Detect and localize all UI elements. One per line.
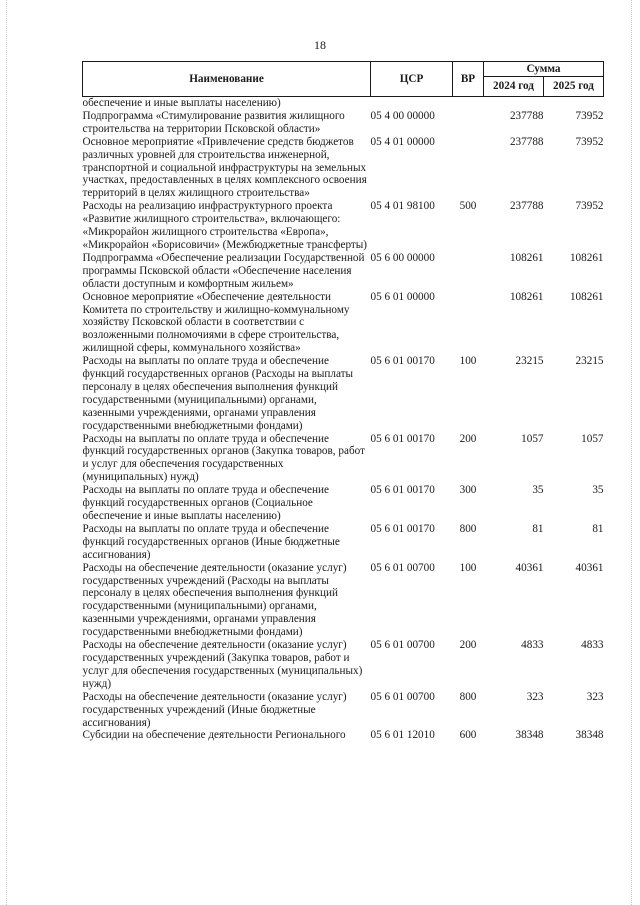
row-amount-2025: 1057	[581, 432, 604, 445]
row-amount-2024: 237788	[509, 135, 544, 148]
row-csr: 05 6 01 00170	[370, 355, 435, 368]
binding-edge-right	[631, 0, 633, 905]
table-row	[83, 639, 604, 691]
table-row	[83, 355, 604, 432]
header-name: Наименование	[83, 62, 371, 97]
table-row	[83, 691, 604, 730]
row-vr: 500	[459, 200, 477, 213]
row-vr: 100	[459, 561, 477, 574]
row-amount-2024: 4833	[521, 639, 544, 652]
row-vr: 100	[459, 355, 477, 368]
row-name: Расходы на обеспечение деятельности (оказание услуг) государственных учреждений (Иные бюджетные ассигнования)	[82, 690, 347, 729]
binding-edge-left	[6, 0, 8, 905]
table-row	[83, 110, 604, 136]
row-name: Расходы на реализацию инфраструктурного проекта «Развитие жилищного строительства», включающего: «Микрорайон жилищного строительства «Европа», «Микрорайон «Борисовичи» (Межбюджетные трансферты)	[82, 200, 368, 251]
row-csr: 05 6 01 00170	[370, 522, 435, 535]
row-csr: 05 6 00 00000	[370, 251, 435, 264]
row-amount-2024: 1057	[521, 432, 544, 445]
row-amount-2025: 108261	[569, 251, 604, 264]
row-vr	[453, 97, 484, 110]
row-csr	[371, 97, 453, 110]
row-csr: 05 6 01 00700	[370, 690, 435, 703]
row-amount-2025: 73952	[575, 109, 604, 122]
row-name: Подпрограмма «Обеспечение реализации Государственной программы Псковской области «Обеспечение населения области доступным и комфортным жильем»	[82, 251, 365, 290]
row-csr: 05 6 01 00000	[370, 290, 435, 303]
row-amount-2024: 35	[532, 484, 544, 497]
table-row	[83, 562, 604, 639]
row-name: Расходы на выплаты по оплате труда и обеспечение функций государственных органов (Иные бюджетные ассигнования)	[82, 522, 340, 561]
table-row	[83, 729, 604, 742]
row-amount-2025: 108261	[569, 290, 604, 303]
row-amount-2024: 38348	[515, 729, 544, 742]
table-row	[83, 291, 604, 356]
header-year-2024: 2024 год	[484, 77, 544, 97]
table-header	[83, 62, 604, 97]
header-csr: ЦСР	[371, 62, 453, 97]
row-vr: 800	[459, 522, 477, 535]
table-row	[83, 523, 604, 562]
row-amount-2025: 73952	[575, 135, 604, 148]
header-sum: Сумма	[484, 62, 604, 77]
row-csr: 05 4 01 98100	[370, 200, 435, 213]
row-vr: 600	[459, 729, 477, 742]
row-amount-2024: 108261	[509, 251, 544, 264]
row-csr: 05 6 01 00170	[370, 432, 435, 445]
row-name: Расходы на выплаты по оплате труда и обеспечение функций государственных органов (Расходы на выплаты персоналу в целях обеспечения выполнения функций государственными (муниципальными) органами, казенными учреждениями, органами управления государственными внебюджетными фондами)	[82, 355, 354, 432]
row-vr: 200	[459, 639, 477, 652]
row-amount-2025: 40361	[575, 561, 604, 574]
row-amount-2024: 323	[526, 690, 544, 703]
row-amount-2024: 237788	[509, 109, 544, 122]
table-body	[83, 97, 604, 743]
row-amount-2025: 23215	[575, 355, 604, 368]
table-row	[83, 136, 604, 201]
row-amount-2025: 81	[592, 522, 604, 535]
row-csr: 05 4 01 00000	[370, 135, 435, 148]
table-row	[83, 484, 604, 523]
table-row	[83, 200, 604, 252]
page-number: 18	[314, 38, 326, 52]
row-amount-2025: 38348	[575, 729, 604, 742]
row-vr	[453, 291, 484, 356]
row-csr: 05 6 01 00170	[370, 484, 435, 497]
budget-table	[82, 61, 604, 742]
row-amount-2024: 40361	[515, 561, 544, 574]
row-vr	[453, 252, 484, 291]
row-amount-2025: 73952	[575, 200, 604, 213]
header-year-2025: 2025 год	[544, 77, 604, 97]
row-amount-2025: 4833	[581, 639, 604, 652]
row-name: Расходы на выплаты по оплате труда и обеспечение функций государственных органов (Закупка товаров, работ и услуг для обеспечения государственных (муниципальных) нужд)	[82, 432, 365, 484]
row-name: Субсидии на обеспечение деятельности Регионального	[82, 729, 346, 742]
row-name: Расходы на выплаты по оплате труда и обеспечение функций государственных органов (Социальное обеспечение и иные выплаты населению)	[82, 484, 329, 522]
row-name: Расходы на обеспечение деятельности (оказание услуг) государственных учреждений (Расходы на выплаты персоналу в целях обеспечения выполнения функций государственными (муниципальными) органами, казенными учреждениями, органами управления государственными внебюджетными фондами)	[82, 561, 347, 639]
row-name: Расходы на обеспечение деятельности (оказание услуг) государственных учреждений (Закупка товаров, работ и услуг для обеспечения государственных (муниципальных) нужд)	[82, 639, 363, 690]
row-amount-2024: 108261	[509, 290, 544, 303]
row-name: Основное мероприятие «Привлечение средств бюджетов различных уровней для строительства инженерной, транспортной и социальной инфраструктуры на земельных участках, предоставленных в целях комплексного освоения территорий в целях жилищного строительства»	[82, 135, 367, 200]
row-amount-2024: 23215	[515, 355, 544, 368]
row-csr: 05 6 01 00700	[370, 561, 435, 574]
row-csr: 05 6 01 00700	[370, 639, 435, 652]
row-amount-2024: 237788	[509, 200, 544, 213]
row-amount-2024: 81	[532, 522, 544, 535]
row-vr: 800	[459, 690, 477, 703]
row-vr	[453, 110, 484, 136]
row-vr: 300	[459, 484, 477, 497]
row-vr	[453, 136, 484, 201]
row-amount-2025	[544, 97, 604, 110]
row-name: Подпрограмма «Стимулирование развития жилищного строительства на территории Псковской области»	[82, 109, 345, 135]
header-vr: ВР	[453, 62, 484, 97]
row-csr: 05 4 00 00000	[370, 109, 435, 122]
table-row	[83, 433, 604, 485]
row-amount-2025: 323	[586, 690, 604, 703]
row-amount-2024	[484, 97, 544, 110]
row-name: обеспечение и иные выплаты населению)	[82, 97, 281, 109]
row-amount-2025: 35	[592, 484, 604, 497]
row-csr: 05 6 01 12010	[370, 729, 435, 742]
row-vr: 200	[459, 432, 477, 445]
row-name: Основное мероприятие «Обеспечение деятельности Комитета по строительству и жилищно-коммунальному хозяйству Псковской области в соответствии с возложенными полномочиями в сфере строительства, жилищной сферы, коммунального хозяйства»	[82, 290, 350, 355]
table-row	[83, 252, 604, 291]
table-row	[83, 97, 604, 110]
